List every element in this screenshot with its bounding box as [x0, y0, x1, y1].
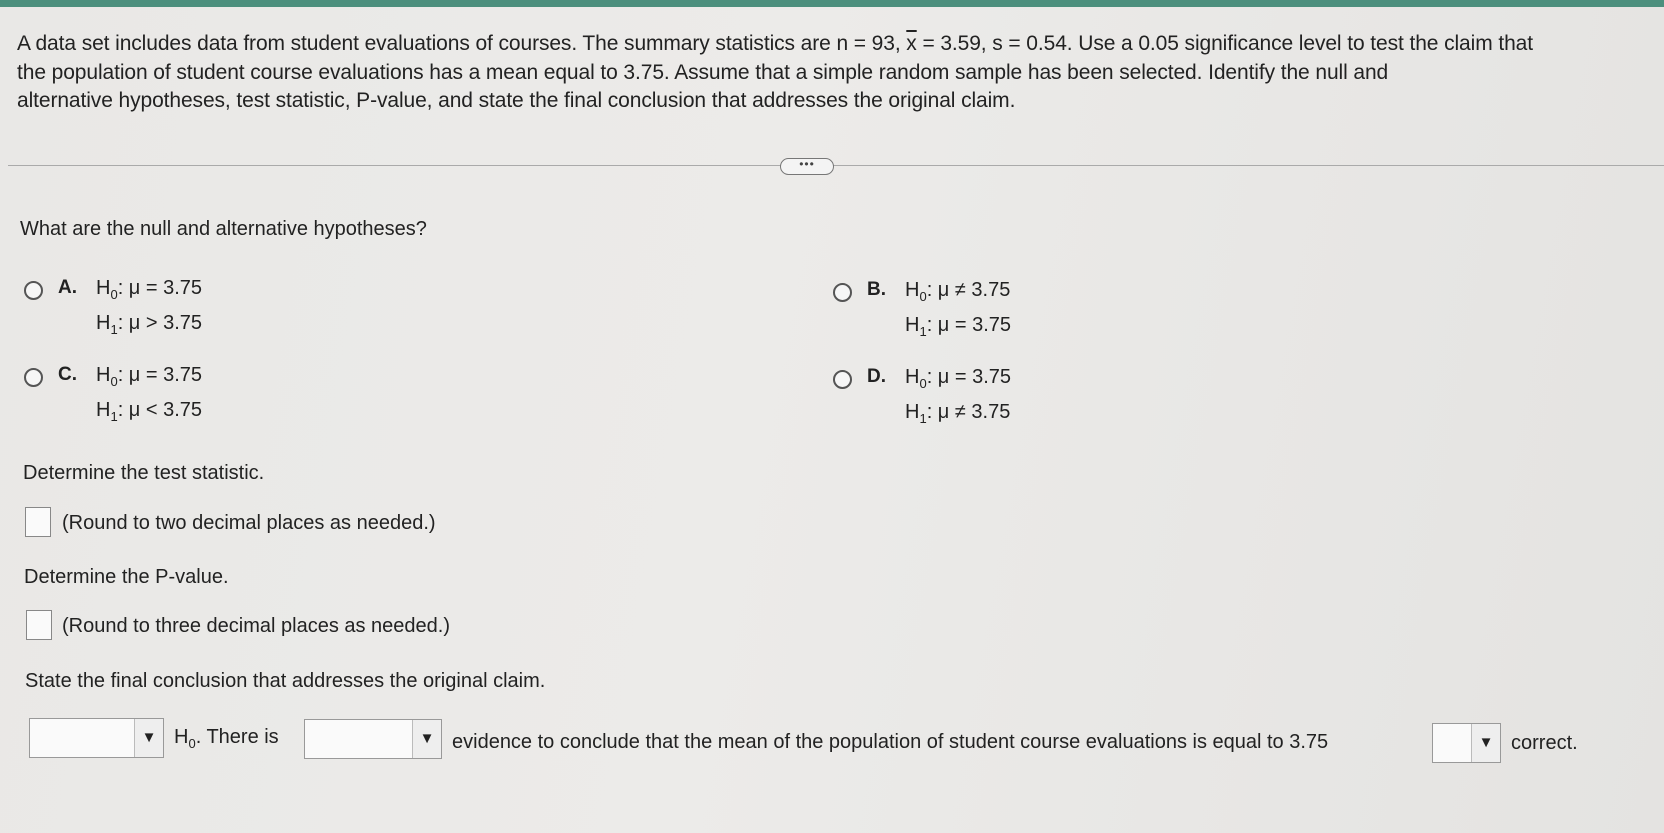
claim-dropdown[interactable]	[1432, 723, 1501, 763]
dropdown-arrow-icon[interactable]: ▼	[412, 720, 441, 758]
x-bar-symbol: $\overline{x}$	[906, 32, 917, 55]
hypotheses-question: What are the null and alternative hypotheses?	[20, 218, 427, 240]
p-value-question: Determine the P-value.	[24, 566, 229, 588]
problem-line-1: A data set includes data from student evaluations of courses. The summary statistics are n = 93, $\overline{x} = 3.59$, s = 0.54. Use a 0.05 significance level to test the claim that	[17, 32, 1533, 55]
option-b[interactable]: B. $H_0$: μ ≠ 3.75 $H_1$: μ = 3.75	[833, 279, 1233, 339]
section-divider	[8, 165, 1664, 166]
problem-statement	[17, 30, 1657, 116]
reject-decision-dropdown[interactable]	[29, 718, 164, 758]
radio-circle-icon[interactable]	[24, 281, 43, 300]
test-statistic-input[interactable]	[25, 507, 51, 537]
conclusion-question: State the final conclusion that addresses the original claim.	[25, 670, 546, 692]
option-b-h1: $H_1$: μ = 3.75	[905, 314, 1012, 339]
option-b-h0: $H_0$: μ ≠ 3.75	[905, 279, 1011, 304]
more-button[interactable]: •••	[780, 158, 834, 175]
conclusion-end-text: correct.	[1511, 732, 1578, 754]
radio-circle-icon[interactable]	[24, 368, 43, 387]
test-statistic-question: Determine the test statistic.	[23, 462, 265, 484]
top-accent-bar	[0, 0, 1664, 7]
option-d[interactable]: D. $H_0$: μ = 3.75 $H_1$: μ ≠ 3.75	[833, 366, 1233, 426]
option-c[interactable]: C. $H_0$: μ = 3.75 $H_1$: μ < 3.75	[24, 364, 424, 424]
test-statistic-hint: (Round to two decimal places as needed.)	[62, 512, 436, 534]
p-value-input[interactable]	[26, 610, 52, 640]
dropdown-arrow-icon[interactable]: ▼	[1471, 724, 1500, 762]
radio-circle-icon[interactable]	[833, 370, 852, 389]
option-d-h1: $H_1$: μ ≠ 3.75	[905, 401, 1011, 426]
p-value-hint: (Round to three decimal places as needed.)	[62, 615, 451, 637]
conclusion-middle-text: evidence to conclude that the mean of the population of student course evaluations is equal to 3.75	[452, 731, 1329, 753]
radio-circle-icon[interactable]	[833, 283, 852, 302]
problem-line-3: alternative hypotheses, test statistic, P-value, and state the final conclusion that addresses the original claim.	[17, 89, 1016, 112]
problem-line-2: the population of student course evaluations has a mean equal to 3.75. Assume that a simple random sample has been selected. Identify the null and	[17, 60, 1389, 84]
option-a[interactable]: A. $H_0$: μ = 3.75 $H_1$: μ > 3.75	[24, 277, 424, 337]
conclusion-h0-text: $H_0$. There is	[174, 726, 279, 751]
option-a-h0: $H_0$: μ = 3.75	[96, 277, 203, 302]
dropdown-arrow-icon[interactable]: ▼	[134, 719, 163, 757]
option-d-h0: $H_0$: μ = 3.75	[905, 366, 1012, 391]
option-c-h1: $H_1$: μ < 3.75	[96, 399, 203, 424]
evidence-dropdown[interactable]	[304, 719, 442, 759]
option-a-h1: $H_1$: μ > 3.75	[96, 312, 203, 337]
option-c-h0: $H_0$: μ = 3.75	[96, 364, 203, 389]
